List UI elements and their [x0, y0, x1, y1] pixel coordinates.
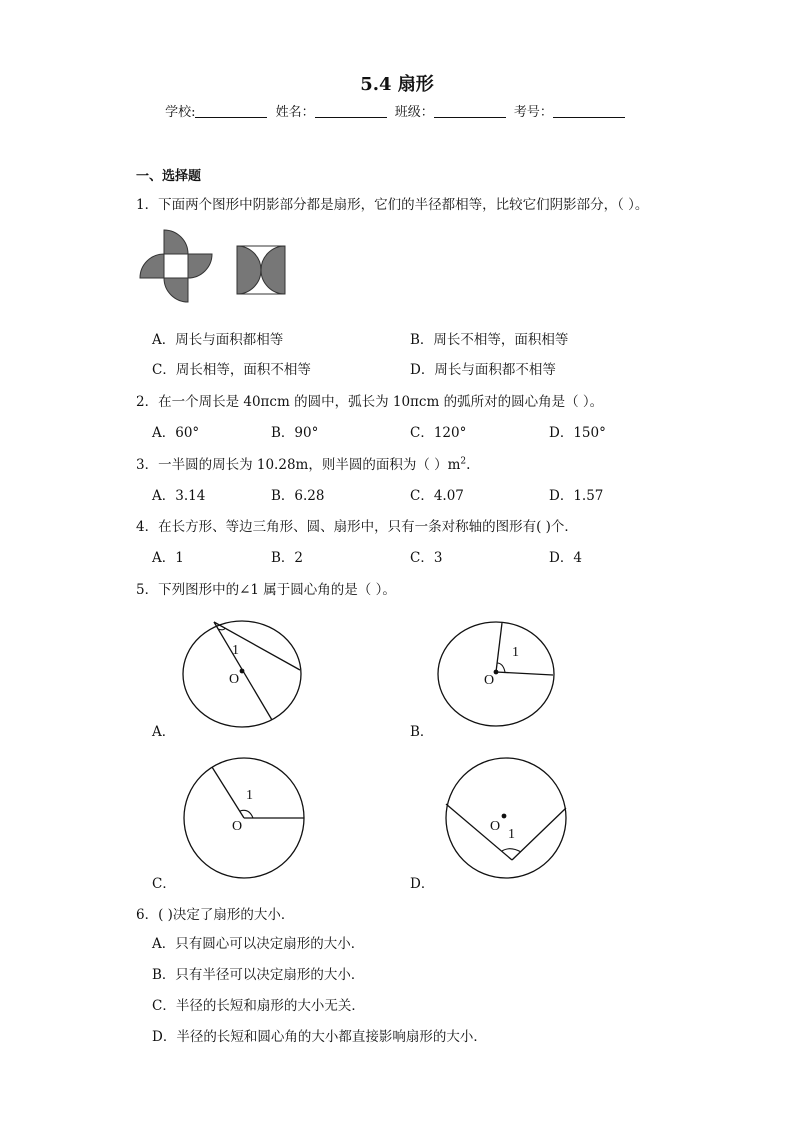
q4-option-d[interactable]: D．4 [549, 550, 582, 566]
q3-option-a[interactable]: A．3.14 [152, 488, 206, 504]
class-blank[interactable] [434, 103, 506, 118]
q6-option-d[interactable]: D．半径的长短和圆心角的大小都直接影响扇形的大小． [152, 1029, 487, 1045]
section-title: 一、选择题 [136, 169, 202, 184]
class-label: 班级： [394, 105, 434, 120]
q2-option-d[interactable]: D．150° [549, 425, 606, 441]
q6-option-a[interactable]: A．只有圆心可以决定扇形的大小． [152, 936, 365, 952]
question-6-text: 6．( )决定了扇形的大小． [136, 907, 295, 923]
page-title: 5.4 扇形 [360, 74, 434, 95]
q1-option-d[interactable]: D．周长与面积都不相等 [410, 362, 556, 378]
school-blank[interactable] [195, 103, 267, 118]
q3-option-d[interactable]: D．1.57 [549, 488, 604, 504]
q5-b-center-label: O [484, 673, 495, 688]
q4-option-c[interactable]: C．3 [410, 550, 443, 566]
question-2-text: 2．在一个周长是 40πcm 的圆中，弧长为 10πcm 的弧所对的圆心角是（ ）。 [136, 394, 604, 410]
q2-option-b[interactable]: B．90° [271, 425, 319, 441]
q3-text-main: 3．一半圆的周长为 10.28m，则半圆的面积为（ ）m [136, 457, 461, 473]
question-4-text: 4．在长方形、等边三角形、圆、扇形中，只有一条对称轴的图形有( )个． [136, 519, 578, 535]
q5-option-c[interactable]: C． [152, 876, 176, 892]
q5-c-angle-label: 1 [246, 788, 253, 803]
q5-option-b[interactable]: B． [410, 724, 434, 740]
q6-option-b[interactable]: B．只有半径可以决定扇形的大小． [152, 967, 365, 983]
student-info-row [0, 101, 794, 120]
q5-figure-c [182, 756, 308, 880]
q5-option-d[interactable]: D． [410, 876, 435, 892]
q5-figure-d [442, 756, 570, 880]
q5-c-center-label: O [232, 819, 243, 834]
q1-option-a[interactable]: A．周长与面积都相等 [152, 332, 284, 348]
q5-b-angle-label: 1 [512, 645, 519, 660]
q2-option-c[interactable]: C．120° [410, 425, 467, 441]
question-1-text: 1．下面两个图形中阴影部分都是扇形，它们的半径都相等，比较它们阴影部分，（ ）。 [136, 197, 649, 213]
q5-d-angle-label: 1 [508, 827, 515, 842]
question-5-text: 5．下列图形中的∠1 属于圆心角的是（ ）。 [136, 582, 396, 598]
q4-option-b[interactable]: B．2 [271, 550, 304, 566]
exam-no-blank[interactable] [553, 103, 625, 118]
q1-option-c[interactable]: C．周长相等，面积不相等 [152, 362, 311, 378]
q2-option-a[interactable]: A．60° [152, 425, 200, 441]
q5-figure-b [434, 620, 560, 732]
q1-option-b[interactable]: B．周长不相等，面积相等 [410, 332, 569, 348]
q5-d-center-label: O [490, 819, 501, 834]
name-label: 姓名： [275, 105, 315, 120]
question-3-text [136, 453, 470, 473]
q3-option-b[interactable]: B．6.28 [271, 488, 325, 504]
q5-figure-a [180, 618, 308, 732]
q5-a-angle-label: 1 [232, 643, 239, 658]
school-label: 学校: [165, 105, 196, 120]
q6-option-c[interactable]: C．半径的长短和扇形的大小无关． [152, 998, 365, 1014]
q1-pinwheel-figure [138, 228, 218, 308]
q3-option-c[interactable]: C．4.07 [410, 488, 464, 504]
exam-no-label: 考号： [513, 105, 553, 120]
q5-option-a[interactable]: A． [152, 724, 176, 740]
q5-a-center-label: O [229, 672, 240, 687]
q3-superscript: 2 [460, 456, 467, 467]
q4-option-a[interactable]: A．1 [152, 550, 184, 566]
name-blank[interactable] [315, 103, 387, 118]
q3-text-tail: . [466, 457, 471, 473]
q1-square-sectors-figure [236, 245, 288, 297]
